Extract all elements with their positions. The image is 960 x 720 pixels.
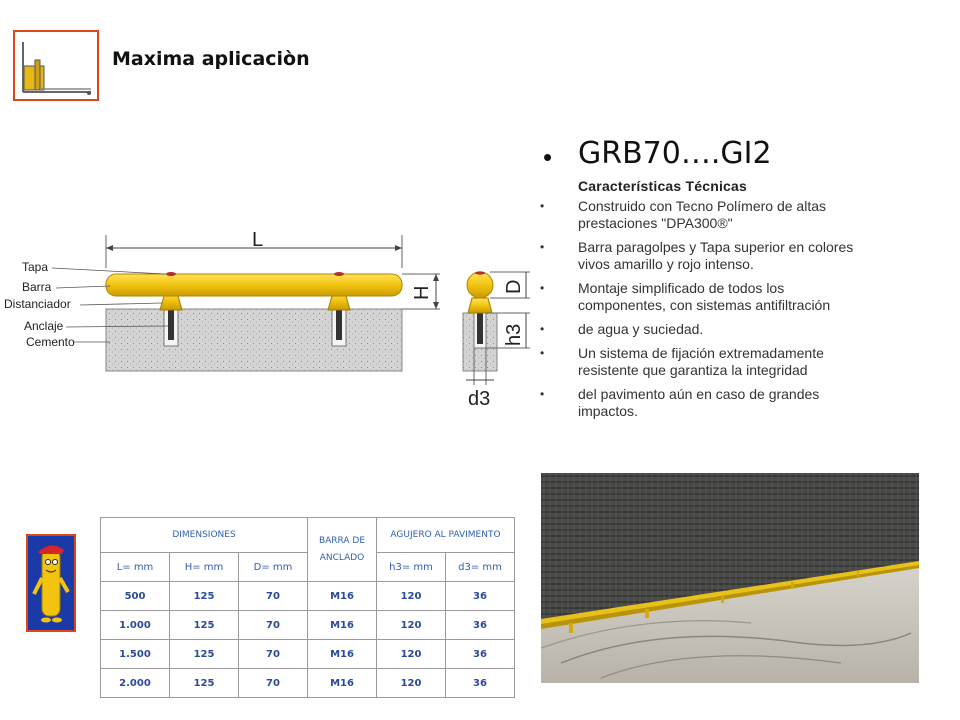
table-cell: M16 (308, 611, 377, 640)
feature-text: Montaje simplificado de todos los componentes, con sistemas antifiltración (578, 280, 831, 313)
dimension-l (106, 229, 402, 268)
side-bar (467, 272, 493, 298)
bullet-icon: • (540, 281, 545, 295)
page-title: Maxima aplicaciòn (112, 48, 310, 70)
header-dimensiones: DIMENSIONES (101, 518, 308, 553)
label-h3: h3 (503, 323, 525, 346)
table-cell: 125 (170, 582, 239, 611)
pallet-truck-icon (15, 32, 97, 99)
table-cell: 125 (170, 640, 239, 669)
feature-item (538, 198, 868, 232)
dimension-h (402, 274, 440, 309)
table-cell: 120 (377, 611, 446, 640)
features-list (538, 198, 868, 427)
label-l: L (252, 229, 264, 251)
side-spacer (468, 298, 492, 313)
feature-text: Construido con Tecno Polímero de altas prestaciones "DPA300®" (578, 198, 826, 231)
feature-text: Barra paragolpes y Tapa superior en colores vivos amarillo y rojo intenso. (578, 239, 854, 272)
table-cell: 36 (446, 669, 515, 698)
mascot-box (26, 534, 76, 632)
bullet-icon: • (540, 346, 545, 360)
table-cell: 125 (170, 611, 239, 640)
dimensions-table (100, 517, 515, 698)
column-header: D= mm (239, 553, 308, 582)
feature-item (538, 280, 868, 314)
table-cell: 500 (101, 582, 170, 611)
column-header: H= mm (170, 553, 239, 582)
bumper-bar (106, 274, 402, 296)
feature-text: de agua y suciedad. (578, 321, 704, 337)
product-code: GRB70….GI2 (578, 136, 772, 171)
table-cell: 70 (239, 582, 308, 611)
side-cap (475, 271, 485, 274)
label-d: D (503, 279, 525, 294)
table-cell: 120 (377, 669, 446, 698)
column-header: d3= mm (446, 553, 515, 582)
table-cell: 36 (446, 582, 515, 611)
column-header: h3= mm (377, 553, 446, 582)
label-d3: d3 (468, 388, 491, 410)
table-cell: M16 (308, 582, 377, 611)
mascot-icon (28, 536, 74, 630)
top-cap (166, 272, 176, 276)
label-anclaje: Anclaje (24, 319, 64, 333)
table-row (101, 582, 515, 611)
table-cell: 125 (170, 669, 239, 698)
label-tapa: Tapa (22, 260, 49, 274)
label-h: H (411, 285, 433, 300)
table-cell: 120 (377, 582, 446, 611)
bullet-icon: • (540, 240, 545, 254)
table-row (101, 669, 515, 698)
bullet-icon: • (540, 387, 545, 401)
label-barra: Barra (22, 280, 52, 294)
feature-item (538, 321, 868, 338)
table-cell: 36 (446, 640, 515, 669)
feature-item (538, 345, 868, 379)
logo-box (13, 30, 99, 101)
top-cap (334, 272, 344, 276)
table-cell: 120 (377, 640, 446, 669)
technical-diagram (0, 215, 540, 415)
label-cemento: Cemento (26, 335, 75, 349)
table-row (101, 611, 515, 640)
bullet-icon: • (540, 199, 545, 213)
label-distanciador: Distanciador (4, 297, 71, 311)
table-cell: 36 (446, 611, 515, 640)
warehouse-photo (541, 473, 919, 683)
table-row (101, 640, 515, 669)
column-header: L= mm (101, 553, 170, 582)
feature-item (538, 239, 868, 273)
table-cell: 1.500 (101, 640, 170, 669)
table-cell: 1.000 (101, 611, 170, 640)
bullet-icon: • (543, 142, 553, 172)
table-cell: M16 (308, 640, 377, 669)
table-cell: 70 (239, 669, 308, 698)
concrete-block (106, 309, 402, 371)
feature-text: del pavimento aún en caso de grandes impactos. (578, 386, 820, 419)
feature-item (538, 386, 868, 420)
header-barra: BARRA DE ANCLADO (308, 518, 377, 582)
table-cell: 70 (239, 640, 308, 669)
table-cell: 70 (239, 611, 308, 640)
table-cell: 2.000 (101, 669, 170, 698)
dimension-d (490, 272, 530, 298)
bullet-icon: • (540, 322, 545, 336)
table-cell: M16 (308, 669, 377, 698)
header-agujero: AGUJERO AL PAVIMENTO (377, 518, 515, 553)
features-heading: Características Técnicas (578, 178, 748, 194)
feature-text: Un sistema de fijación extremadamente resistente que garantiza la integridad (578, 345, 824, 378)
